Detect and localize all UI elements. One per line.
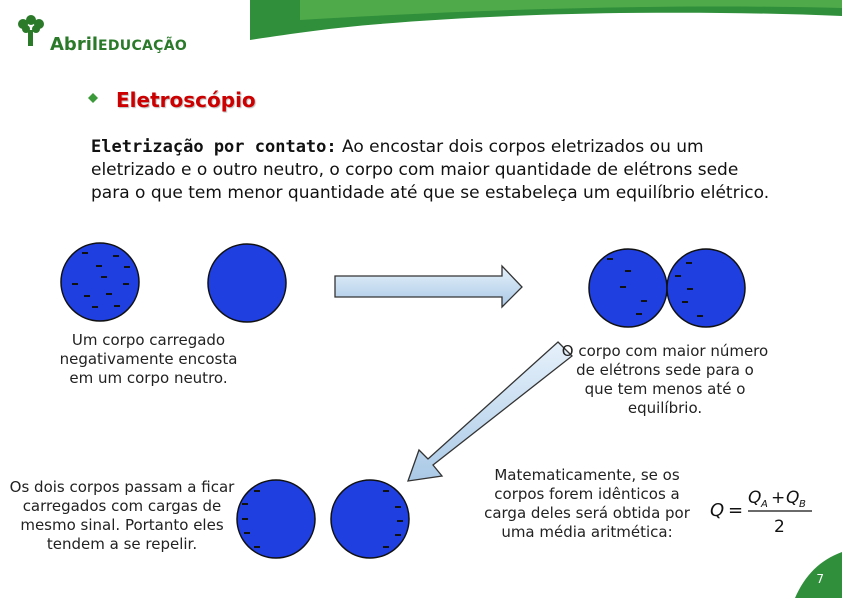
formula-plus: + [771,488,786,508]
stage-3 [237,480,409,558]
diagonal-arrow [408,342,572,481]
stage-2 [589,249,745,327]
formula-denominator: 2 [774,517,785,537]
formula-qb: Q [786,488,800,508]
formula-qa: Q [748,488,762,508]
formula-equals: = [728,500,744,521]
formula-lhs: Q [710,500,725,521]
touching-sphere-left [589,249,667,327]
paragraph-body: Ao encostar dois corpos eletrizados ou um eletrizado e o outro neutro, o corpo com maior quantidade de elétrons sede para o que tem menor quantidade até que se estabeleça um equilíbrio elétrico. [91,137,770,203]
logo-name: Abril [50,34,99,55]
charged-sphere [61,243,139,321]
caption-repel: Os dois corpos passam a ficar carregados com cargas de mesmo sinal. Portanto eles tendem a se repelir. [9,478,235,553]
right-arrow [335,266,522,307]
logo-subtitle: EDUCAÇÃO [98,38,188,54]
caption-math: Matematicamente, se os corpos forem idênticos a carga deles será obtida por uma média aritmética: [484,466,690,541]
slide-title: Eletroscópio [116,88,256,112]
caption-contact: Um corpo carregado negativamente encosta em um corpo neutro. [59,331,238,387]
separated-sphere-right [331,480,409,558]
page-number: 7 [816,572,824,586]
separated-sphere-left [237,480,315,558]
formula-qa-sub: A [761,499,768,510]
formula-qb-sub: B [799,499,806,510]
caption-transfer: O corpo com maior número de elétrons sede para o que tem menos até o equilíbrio. [561,342,769,417]
paragraph-lead: Eletrização por contato: [91,137,337,157]
stage-1 [61,243,286,322]
neutral-sphere [208,244,286,322]
touching-sphere-right [667,249,745,327]
average-formula [708,484,820,540]
